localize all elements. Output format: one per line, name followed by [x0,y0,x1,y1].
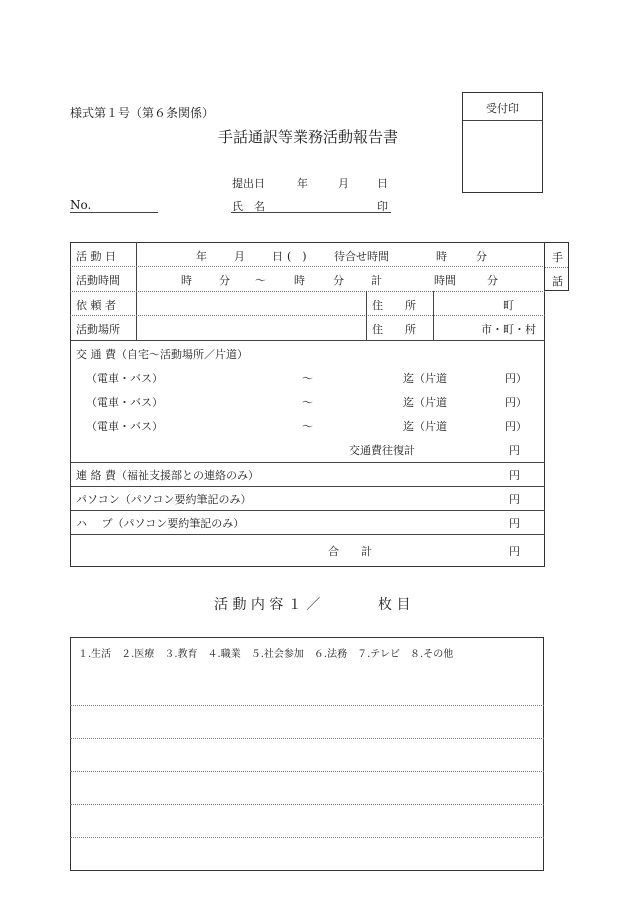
form-number: 様式第１号（第６条関係） [70,106,215,120]
activity-weekday: ( ) [287,250,307,263]
transport-mode: （電車・バス） [86,420,163,433]
contact-fee-yen: 円 [509,469,520,482]
page-title: 手話通訳等業務活動報告書 [218,128,399,146]
transport-heading: 交 通 費（自宅〜活動場所／片道） [76,348,248,361]
pc-fee-label: パソコン（パソコン要約筆記のみ） [76,493,252,506]
row-divider [70,510,545,511]
start-minute: 分 [219,274,230,287]
reception-stamp-box [462,92,543,193]
meet-hour: 時 [436,250,447,263]
row-divider [70,534,545,535]
no-label: No. [70,198,92,212]
activity-content-heading: 活 動 内 容 １ ／ [214,597,321,613]
activity-categories: １.生活 ２.医療 ３.教育 ４.職業 ５.社会参加 ６.法務 ７.テレビ ８.その他 [78,649,454,660]
transport-mode: （電車・バス） [86,372,163,385]
roundtrip-label: 交通費往復計 [349,444,415,457]
writing-line [70,837,544,838]
name-underline [231,212,391,213]
total-minutes: 分 [487,274,498,287]
contact-fee-label: 連 絡 費（福祉支援部との連絡のみ） [76,469,259,482]
activity-day: 日 [272,250,283,263]
side-box-char: 手 [552,251,563,264]
transport-tilde: 〜 [302,372,313,385]
requester-town: 町 [503,299,514,312]
hub-fee-yen: 円 [509,517,520,530]
activity-year: 年 [196,250,207,263]
transport-until: 迄（片道 [403,396,447,409]
row-divider [70,340,545,341]
activity-page-count: 枚 目 [378,597,411,613]
address-value-divider [433,291,434,340]
time-range-tilde: 〜 [255,274,266,287]
seal-mark: 印 [377,200,388,213]
end-hour: 時 [294,274,305,287]
writing-line [70,705,544,706]
requester-address-label: 住 所 [372,299,416,312]
activity-month: 月 [234,250,245,263]
row-divider [70,291,545,292]
sign-language-side-box [544,242,569,291]
writing-line [70,804,544,805]
roundtrip-yen: 円 [509,444,520,457]
activity-place-label: 活動場所 [76,323,120,336]
address-column-divider [366,291,367,340]
meet-minute: 分 [476,250,487,263]
stamp-box-label: 受付印 [486,102,519,115]
hub-fee-label: ハ ブ（パソコン要約筆記のみ） [76,517,245,530]
side-box-char: 話 [552,275,563,288]
transport-yen: 円） [505,372,527,385]
transport-tilde: 〜 [302,420,313,433]
row-divider [70,486,545,487]
transport-until: 迄（片道 [403,372,447,385]
transport-yen: 円） [505,396,527,409]
stamp-box-divider [463,120,542,121]
total-label: 計 [371,274,382,287]
writing-line [70,771,544,772]
transport-mode: （電車・バス） [86,396,163,409]
activity-content-box [70,637,544,871]
grand-total-label: 合 計 [328,545,372,558]
total-hours: 時間 [434,274,456,287]
row-divider [70,266,545,267]
submit-date-label: 提出日 [232,177,265,190]
submit-month: 月 [338,177,349,190]
activity-time-label: 活動時間 [76,274,120,287]
place-municipality: 市・町・村 [481,323,536,336]
transport-until: 迄（片道 [403,420,447,433]
name-label: 氏 名 [232,200,265,213]
pc-fee-yen: 円 [509,493,520,506]
activity-date-label: 活 動 日 [76,250,116,263]
end-minute: 分 [333,274,344,287]
meet-time-label: 待合せ時間 [334,250,389,263]
writing-line [70,738,544,739]
side-box-divider [545,267,568,268]
start-hour: 時 [181,274,192,287]
submit-day: 日 [377,177,388,190]
grand-total-yen: 円 [509,545,520,558]
transport-tilde: 〜 [302,396,313,409]
no-underline [70,212,158,213]
submit-year: 年 [297,177,308,190]
row-divider [70,462,545,463]
place-address-label: 住 所 [372,323,416,336]
row-divider [70,315,545,316]
transport-yen: 円） [505,420,527,433]
requester-label: 依 頼 者 [76,299,116,312]
